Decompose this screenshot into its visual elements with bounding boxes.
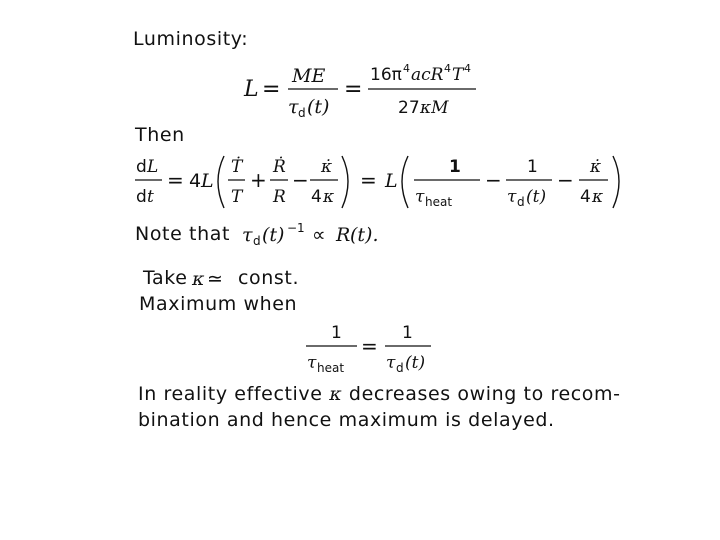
svg-text:heat: heat <box>425 195 453 209</box>
svg-text:=: = <box>262 77 281 102</box>
reality-line-1-start: In reality effective <box>138 383 323 405</box>
svg-text:1: 1 <box>527 157 538 177</box>
svg-text:≃: ≃ <box>207 268 223 290</box>
kappa-symbol: κ <box>329 383 343 405</box>
svg-text:κ: κ <box>323 187 335 207</box>
svg-text:d: d <box>298 106 306 120</box>
svg-text:(t): (t) <box>405 353 426 373</box>
svg-text:L: L <box>147 157 159 177</box>
svg-text:(t): (t) <box>526 187 547 207</box>
note-equation <box>240 220 410 250</box>
svg-text:L: L <box>201 170 214 192</box>
svg-text:τ: τ <box>386 353 396 373</box>
svg-text:T: T <box>452 65 464 85</box>
svg-text:−1: −1 <box>287 221 305 235</box>
svg-text:τ: τ <box>288 96 299 118</box>
svg-text:+: + <box>250 168 267 192</box>
heading: Luminosity: <box>133 28 249 50</box>
svg-text:T: T <box>231 187 243 207</box>
svg-text:27: 27 <box>398 98 420 118</box>
svg-text:R: R <box>273 187 286 207</box>
then-label: Then <box>135 124 185 146</box>
take-text: Take <box>143 267 188 289</box>
svg-text:4: 4 <box>464 62 471 75</box>
svg-text:(t): (t) <box>262 224 285 246</box>
svg-text:κ: κ <box>592 187 604 207</box>
svg-text:(t): (t) <box>307 96 330 118</box>
svg-text:κM: κM <box>420 98 449 118</box>
svg-text:L: L <box>244 77 259 102</box>
svg-text:t: t <box>147 187 154 207</box>
svg-text:τ: τ <box>415 187 425 207</box>
svg-text:R: R <box>336 224 351 246</box>
svg-text:κ̇: κ̇ <box>590 157 602 177</box>
kappa-approx <box>190 264 240 294</box>
svg-text:=: = <box>361 334 378 358</box>
note-text: Note that <box>135 223 231 245</box>
svg-text:d: d <box>253 234 261 248</box>
svg-text:acR: acR <box>411 65 444 85</box>
svg-text:Ṫ: Ṫ <box>231 157 243 177</box>
svg-text:1: 1 <box>331 323 342 343</box>
svg-text:ME: ME <box>292 65 326 87</box>
svg-text:κ̇: κ̇ <box>321 157 333 177</box>
svg-text:∝: ∝ <box>312 224 326 246</box>
svg-text:4: 4 <box>403 62 410 75</box>
luminosity-equation <box>240 58 510 122</box>
reality-line-1-end: decreases owing to recom- <box>348 383 621 405</box>
svg-text:4: 4 <box>580 187 591 207</box>
svg-text:−: − <box>292 168 309 192</box>
svg-text:d: d <box>396 361 404 375</box>
reality-line-2: bination and hence maximum is delayed. <box>138 409 555 431</box>
svg-text:d: d <box>136 187 147 207</box>
svg-text:=: = <box>360 168 377 192</box>
svg-text:=: = <box>167 168 184 192</box>
svg-text:4: 4 <box>311 187 322 207</box>
svg-text:1: 1 <box>402 323 413 343</box>
maximum-equation <box>303 318 443 380</box>
svg-text:τ: τ <box>242 224 253 246</box>
svg-text:Ṙ: Ṙ <box>273 157 286 177</box>
svg-text:L: L <box>385 170 398 192</box>
maximum-text: Maximum when <box>139 293 298 315</box>
svg-text:d: d <box>517 195 525 209</box>
svg-text:τ: τ <box>307 353 317 373</box>
svg-text:4: 4 <box>189 170 202 192</box>
svg-text:1: 1 <box>449 157 461 177</box>
svg-text:−: − <box>557 168 574 192</box>
svg-text:(t).: (t). <box>350 224 379 246</box>
const-text: const. <box>238 267 300 289</box>
svg-text:κ: κ <box>192 268 205 290</box>
svg-text:−: − <box>485 168 502 192</box>
svg-text:d: d <box>136 157 147 177</box>
svg-text:4: 4 <box>444 62 451 75</box>
derivative-equation <box>132 150 632 216</box>
reality-line-1 <box>138 383 621 405</box>
svg-text:τ: τ <box>507 187 517 207</box>
svg-text:=: = <box>344 77 363 102</box>
svg-text:heat: heat <box>317 361 345 375</box>
svg-text:16π: 16π <box>370 65 402 85</box>
